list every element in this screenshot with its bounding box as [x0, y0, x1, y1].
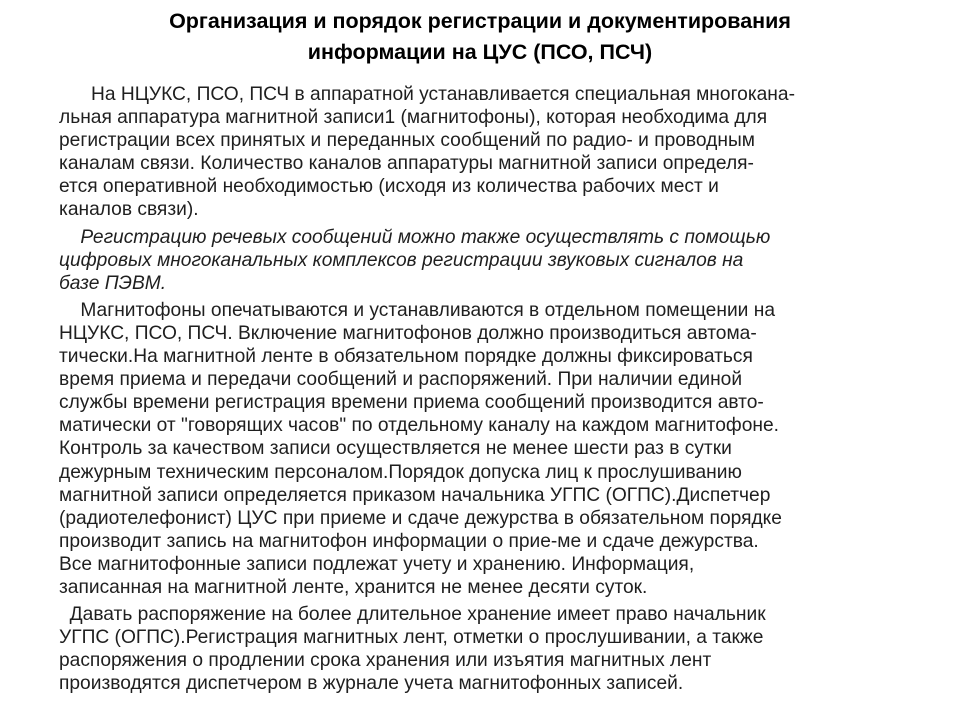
paragraph-line: регистрации всех принятых и переданных сообщений по радио- и проводным [59, 130, 755, 152]
paragraph-line: дежурным техническим персоналом.Порядок допуска лиц к прослушиванию [59, 461, 742, 483]
paragraph-line: Все магнитофонные записи подлежат учету и хранению. Информация, [59, 553, 695, 575]
paragraph-line: матически от "говорящих часов" по отдельному каналу на каждом магнитофоне. [59, 415, 779, 437]
paragraph-line: льная аппаратура магнитной записи1 (магнитофоны), которая необходима для [59, 107, 768, 129]
paragraph-line: На НЦУКС, ПСО, ПСЧ в аппаратной устанавливается специальная многокана- [59, 84, 795, 105]
page-title [80, 6, 880, 68]
paragraph-line: Регистрацию речевых сообщений можно также осуществлять с помощью [59, 226, 771, 248]
paragraph [59, 226, 939, 295]
paragraph-line: производятся диспетчером в журнале учета магнитофонных записей. [59, 673, 684, 695]
paragraph-line: тически.На магнитной ленте в обязательном порядке должны фиксироваться [59, 346, 753, 368]
paragraph-line: каналам связи. Количество каналов аппаратуры магнитной записи определя- [59, 153, 754, 175]
paragraph-line: время приема и передачи сообщений и распоряжений. При наличии единой [59, 369, 743, 391]
paragraph-line: базе ПЭВМ. [59, 272, 167, 294]
paragraph-line: распоряжения о продлении срока хранения или изъятия магнитных лент [59, 650, 712, 672]
title-line: Организация и порядок регистрации и документирования [169, 9, 791, 33]
paragraph-line: Контроль за качеством записи осуществляется не менее шести раз в сутки [59, 438, 732, 460]
paragraph-line: ется оперативной необходимостью (исходя из количества рабочих мест и [59, 176, 719, 198]
title-line: информации на ЦУС (ПСО, ПСЧ) [307, 40, 653, 64]
body-text [59, 83, 939, 695]
body-container [59, 83, 939, 695]
paragraph-line: Давать распоряжение на более длительное хранение имеет право начальник [59, 604, 766, 626]
paragraph-line: записанная на магнитной ленте, хранится не менее десяти суток. [59, 576, 648, 598]
paragraph [59, 83, 939, 222]
paragraph-line: службы времени регистрация времени приема сообщений производится авто- [59, 392, 764, 414]
paragraph [59, 603, 939, 695]
paragraph-line: Магнитофоны опечатываются и устанавливаются в отдельном помещении на [59, 299, 775, 321]
paragraph-line: УГПС (ОГПС).Регистрация магнитных лент, отметки о прослушивании, а также [59, 627, 764, 649]
paragraph-line: цифровых многоканальных комплексов регистрации звуковых сигналов на [59, 249, 744, 271]
paragraph-line: (радиотелефонист) ЦУС при приеме и сдаче дежурства в обязательном порядке [59, 507, 782, 529]
paragraph [59, 299, 939, 599]
paragraph-line: магнитной записи определяется приказом начальника УГПС (ОГПС).Диспетчер [59, 484, 771, 506]
paragraph-line: НЦУКС, ПСО, ПСЧ. Включение магнитофонов должно производиться автома- [59, 322, 757, 344]
paragraph-line: каналов связи). [59, 199, 199, 221]
paragraph-line: производит запись на магнитофон информации о прие-ме и сдаче дежурства. [59, 530, 759, 552]
